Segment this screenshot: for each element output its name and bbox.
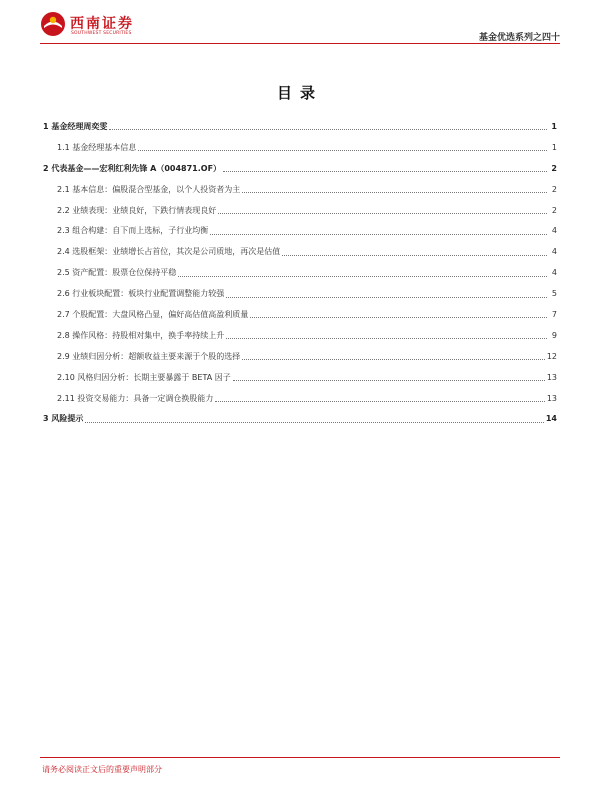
toc-entry-text: 1.1 基金经理基本信息 <box>57 142 137 152</box>
toc-subsection-entry[interactable] <box>43 137 557 158</box>
toc-page-number: 2 <box>551 205 557 215</box>
toc-page-number: 7 <box>551 309 557 319</box>
table-of-contents <box>43 116 557 429</box>
toc-dot-leader <box>242 187 547 193</box>
toc-entry-text: 2.10 风格归因分析：长期主要暴露于 BETA 因子 <box>57 372 231 382</box>
toc-page-number: 4 <box>551 226 557 236</box>
toc-page-number: 1 <box>551 142 557 152</box>
footer-disclaimer: 请务必阅读正文后的重要声明部分 <box>42 765 162 774</box>
toc-subsection-entry[interactable] <box>43 200 557 221</box>
toc-subsection-entry[interactable] <box>43 367 557 388</box>
toc-dot-leader <box>215 396 544 402</box>
toc-dot-leader <box>250 312 547 318</box>
toc-page-number: 13 <box>546 393 557 403</box>
company-logo-icon <box>40 11 66 37</box>
toc-subsection-entry[interactable] <box>43 262 557 283</box>
toc-entry-text: 2.1 基本信息：偏股混合型基金，以个人投资者为主 <box>57 184 241 194</box>
toc-page-number: 13 <box>546 372 557 382</box>
toc-subsection-entry[interactable] <box>43 241 557 262</box>
toc-dot-leader <box>178 271 547 277</box>
toc-subsection-entry[interactable] <box>43 179 557 200</box>
toc-page-number: 1 <box>551 121 557 131</box>
toc-title: 目录 <box>276 84 323 102</box>
toc-entry-text: 2.2 业绩表现：业绩良好，下跌行情表现良好 <box>57 205 217 215</box>
page-header <box>0 0 600 46</box>
toc-subsection-entry[interactable] <box>43 325 557 346</box>
toc-dot-leader <box>226 333 547 339</box>
toc-dot-leader <box>233 375 545 381</box>
toc-dot-leader <box>85 417 544 423</box>
toc-entry-text: 1 基金经理周奕雯 <box>43 121 108 131</box>
toc-dot-leader <box>282 250 547 256</box>
toc-subsection-entry[interactable] <box>43 346 557 367</box>
toc-page-number: 12 <box>546 351 557 361</box>
toc-entry-text: 2.11 投资交易能力：具备一定调仓换股能力 <box>57 393 214 403</box>
toc-entry-text: 3 风险提示 <box>43 414 84 424</box>
toc-dot-leader <box>210 229 547 235</box>
toc-page-number: 4 <box>551 268 557 278</box>
brand-name-en: SOUTHWEST SECURITIES <box>71 31 132 36</box>
toc-entry-text: 2.7 个股配置：大盘风格凸显，偏好高估值高盈利质量 <box>57 309 249 319</box>
report-series-title: 基金优选系列之四十 <box>478 33 560 43</box>
toc-page-number: 5 <box>551 289 557 299</box>
toc-section-entry[interactable] <box>43 158 557 179</box>
toc-entry-text: 2.5 资产配置：股票仓位保持平稳 <box>57 268 177 278</box>
toc-dot-leader <box>223 166 547 172</box>
toc-section-entry[interactable] <box>43 116 557 137</box>
toc-subsection-entry[interactable] <box>43 283 557 304</box>
toc-entry-text: 2.9 业绩归因分析：超额收益主要来源于个股的选择 <box>57 351 241 361</box>
brand-name-cn: 西南证券 <box>70 16 134 32</box>
toc-page-number: 2 <box>551 184 557 194</box>
company-logo <box>40 11 160 41</box>
toc-entry-text: 2.8 操作风格：持股相对集中，换手率持续上升 <box>57 330 225 340</box>
footer-divider <box>40 757 560 758</box>
toc-entry-text: 2 代表基金——宏利红利先锋 A（004871.OF） <box>43 163 222 173</box>
toc-dot-leader <box>109 124 547 130</box>
header-divider <box>40 43 560 44</box>
toc-dot-leader <box>138 145 547 151</box>
toc-subsection-entry[interactable] <box>43 304 557 325</box>
toc-entry-text: 2.6 行业板块配置：板块行业配置调整能力较强 <box>57 289 225 299</box>
toc-page-number: 9 <box>551 330 557 340</box>
toc-section-entry[interactable] <box>43 408 557 429</box>
toc-page-number: 4 <box>551 247 557 257</box>
toc-entry-text: 2.3 组合构建：自下而上选标，子行业均衡 <box>57 226 209 236</box>
toc-dot-leader <box>242 354 545 360</box>
toc-subsection-entry[interactable] <box>43 220 557 241</box>
toc-entry-text: 2.4 选股框架：业绩增长占首位，其次是公司质地，再次是估值 <box>57 247 281 257</box>
toc-dot-leader <box>218 208 547 214</box>
toc-dot-leader <box>226 292 547 298</box>
toc-subsection-entry[interactable] <box>43 388 557 409</box>
toc-page-number: 14 <box>545 414 557 424</box>
toc-page-number: 2 <box>551 163 557 173</box>
